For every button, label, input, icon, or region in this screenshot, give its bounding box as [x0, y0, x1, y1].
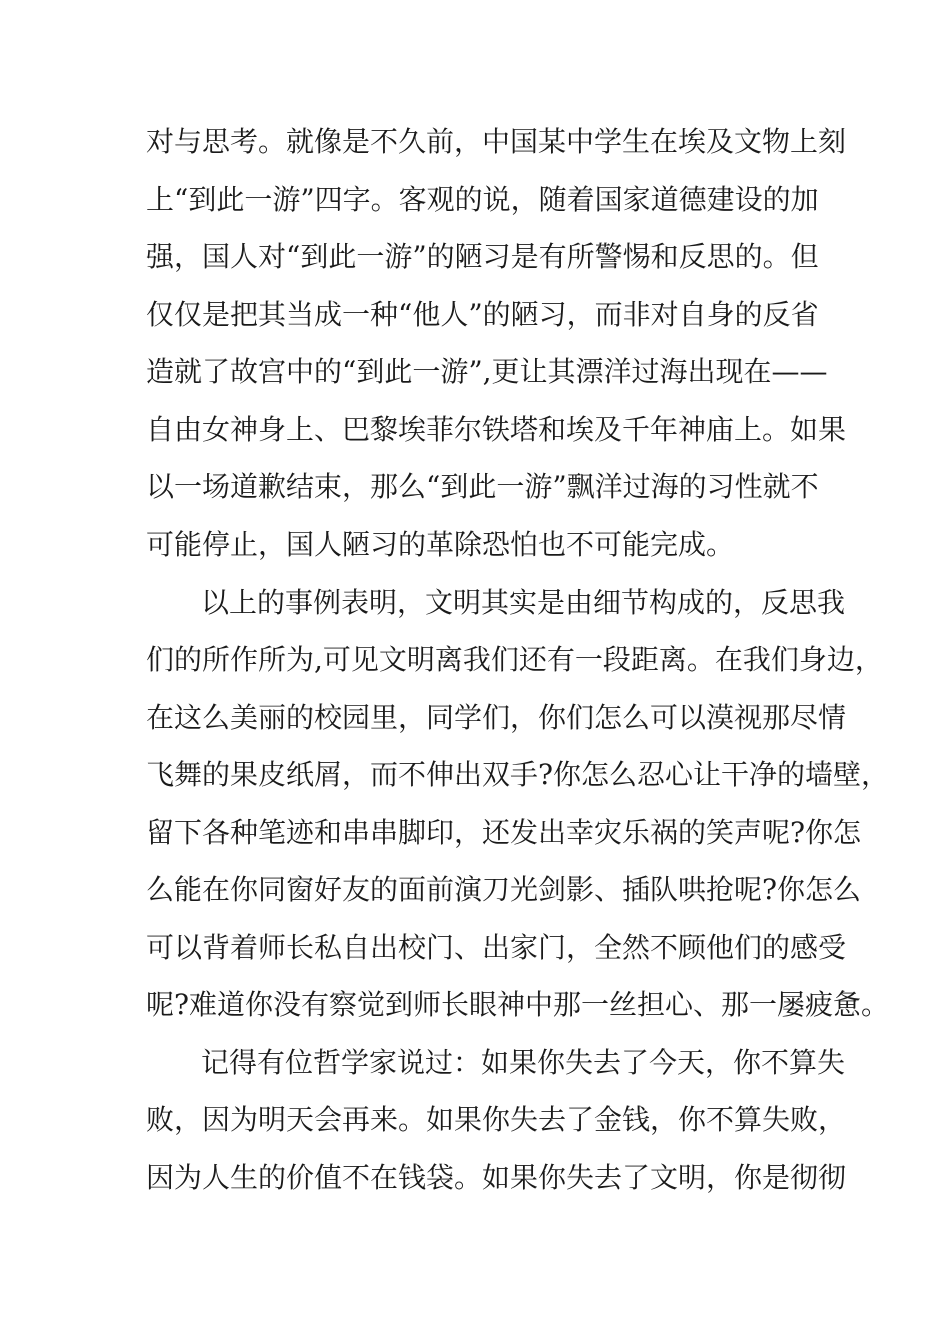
text-line: 上“到此一游”四字。客观的说，随着国家道德建设的加 [146, 183, 819, 216]
text-line: 因为人生的价值不在钱袋。如果你失去了文明，你是彻彻 [146, 1161, 847, 1194]
text-line: 留下各种笔迹和串串脚印，还发出幸灾乐祸的笑声呢?你怎 [146, 816, 862, 849]
text-line: 呢?难道你没有察觉到师长眼神中那一丝担心、那一屡疲惫。 [146, 988, 890, 1021]
text-line: 可能停止，国人陋习的革除恐怕也不可能完成。 [146, 528, 735, 561]
text-line: 飞舞的果皮纸屑，而不伸出双手?你怎么忍心让干净的墙壁， [146, 758, 890, 791]
text-line: 造就了故宫中的“到此一游”,更让其漂洋过海出现在—— [146, 355, 828, 388]
text-line: 仅仅是把其当成一种“他人”的陋习，而非对自身的反省 [146, 298, 819, 331]
text-line: 么能在你同窗好友的面前演刀光剑影、插队哄抢呢?你怎么 [146, 873, 862, 906]
text-line: 自由女神身上、巴黎埃菲尔铁塔和埃及千年神庙上。如果 [146, 413, 847, 446]
paragraph-first-line: 记得有位哲学家说过：如果你失去了今天，你不算失 [201, 1046, 846, 1079]
text-line: 强，国人对“到此一游”的陋习是有所警惕和反思的。但 [146, 240, 819, 273]
text-line: 们的所作所为,可见文明离我们还有一段距离。在我们身边， [146, 643, 883, 676]
paragraph-first-line: 以上的事例表明，文明其实是由细节构成的，反思我 [201, 586, 846, 619]
text-line: 在这么美丽的校园里，同学们，你们怎么可以漠视那尽情 [146, 701, 847, 734]
text-line: 败，因为明天会再来。如果你失去了金钱，你不算失败， [146, 1103, 847, 1136]
text-line: 以一场道歉结束，那么“到此一游”飘洋过海的习性就不 [146, 470, 819, 503]
text-line: 可以背着师长私自出校门、出家门，全然不顾他们的感受 [146, 931, 847, 964]
text-line: 对与思考。就像是不久前，中国某中学生在埃及文物上刻 [146, 125, 847, 158]
